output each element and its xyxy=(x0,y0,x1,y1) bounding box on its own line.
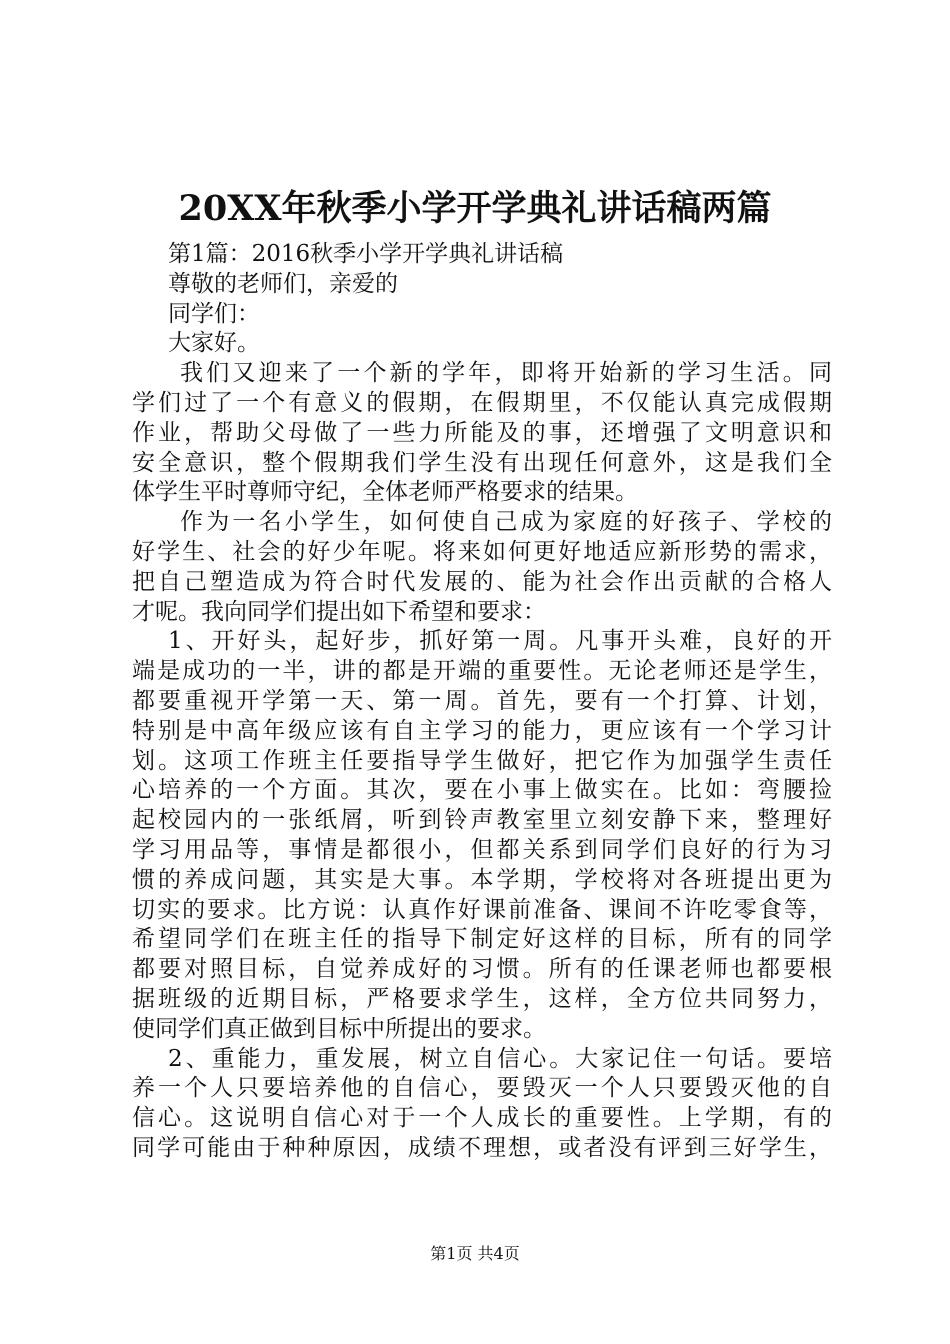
paragraph-line: 心培养的一个方面。其次，要在小事上做实在。比如：弯腰捡 xyxy=(132,777,832,804)
paragraph-line: 安全意识，整个假期我们学生没有出现任何意外，这是我们全 xyxy=(132,449,832,476)
paragraph-line: 我们又迎来了一个新的学年，即将开始新的学习生活。同 xyxy=(180,360,832,387)
paragraph-line: 体学生平时尊师守纪，全体老师严格要求的结果。 xyxy=(132,479,638,506)
paragraph-line: 1、开好头，起好步，抓好第一周。凡事开头难，良好的开 xyxy=(168,628,832,655)
paragraph-line: 端是成功的一半，讲的都是开端的重要性。无论老师还是学生， xyxy=(132,658,832,685)
page-footer: 第1页 共4页 xyxy=(430,1244,520,1263)
paragraph-line: 学习用品等，事情是都很小，但都关系到同学们良好的行为习 xyxy=(132,836,832,863)
paragraph-line: 学们过了一个有意义的假期，在假期里，不仅能认真完成假期 xyxy=(132,389,832,416)
document-body xyxy=(132,240,832,1164)
paragraph-line: 起校园内的一张纸屑，听到铃声教室里立刻安静下来，整理好 xyxy=(132,807,832,834)
paragraph-line: 好学生、社会的好少年呢。将来如何更好地适应新形势的需求， xyxy=(132,538,832,565)
paragraph-line: 都要重视开学第一天、第一周。首先，要有一个打算、计划， xyxy=(132,687,832,714)
paragraph-line: 养一个人只要培养他的自信心，要毁灭一个人只要毁灭他的自 xyxy=(132,1075,832,1102)
salutation-line: 尊敬的老师们，亲爱的 xyxy=(168,270,398,297)
paragraph-line: 划。这项工作班主任要指导学生做好，把它作为加强学生责任 xyxy=(132,747,832,774)
salutation-line: 同学们： xyxy=(168,300,260,327)
paragraph-line: 作业，帮助父母做了一些力所能及的事，还增强了文明意识和 xyxy=(132,419,832,446)
paragraph-line: 切实的要求。比方说：认真作好课前准备、课间不许吃零食等， xyxy=(132,896,832,923)
paragraph-line: 据班级的近期目标，严格要求学生，这样，全方位共同努力， xyxy=(132,985,832,1012)
section-heading: 第1篇：2016秋季小学开学典礼讲话稿 xyxy=(168,241,564,267)
paragraph-line: 希望同学们在班主任的指导下制定好这样的目标，所有的同学 xyxy=(132,926,832,953)
paragraph-line: 惯的养成问题，其实是大事。本学期，学校将对各班提出更为 xyxy=(132,866,832,893)
paragraph-line: 都要对照目标，自觉养成好的习惯。所有的任课老师也都要根 xyxy=(132,956,832,983)
paragraph-line: 同学可能由于种种原因，成绩不理想，或者没有评到三好学生， xyxy=(132,1134,832,1161)
paragraph-line: 2、重能力，重发展，树立自信心。大家记住一句话。要培 xyxy=(168,1045,832,1072)
paragraph-line: 作为一名小学生，如何使自己成为家庭的好孩子、学校的 xyxy=(180,509,832,536)
document-title: 20XX年秋季小学开学典礼讲话稿两篇 xyxy=(178,188,772,229)
paragraph-line: 把自己塑造成为符合时代发展的、能为社会作出贡献的合格人 xyxy=(132,568,832,595)
paragraph-line: 特别是中高年级应该有自主学习的能力，更应该有一个学习计 xyxy=(132,717,832,744)
paragraph-line: 使同学们真正做到目标中所提出的要求。 xyxy=(132,1015,546,1042)
paragraph-line: 信心。这说明自信心对于一个人成长的重要性。上学期，有的 xyxy=(132,1105,832,1132)
paragraph-line: 才呢。我向同学们提出如下希望和要求： xyxy=(132,598,546,625)
greeting-line: 大家好。 xyxy=(168,330,260,357)
